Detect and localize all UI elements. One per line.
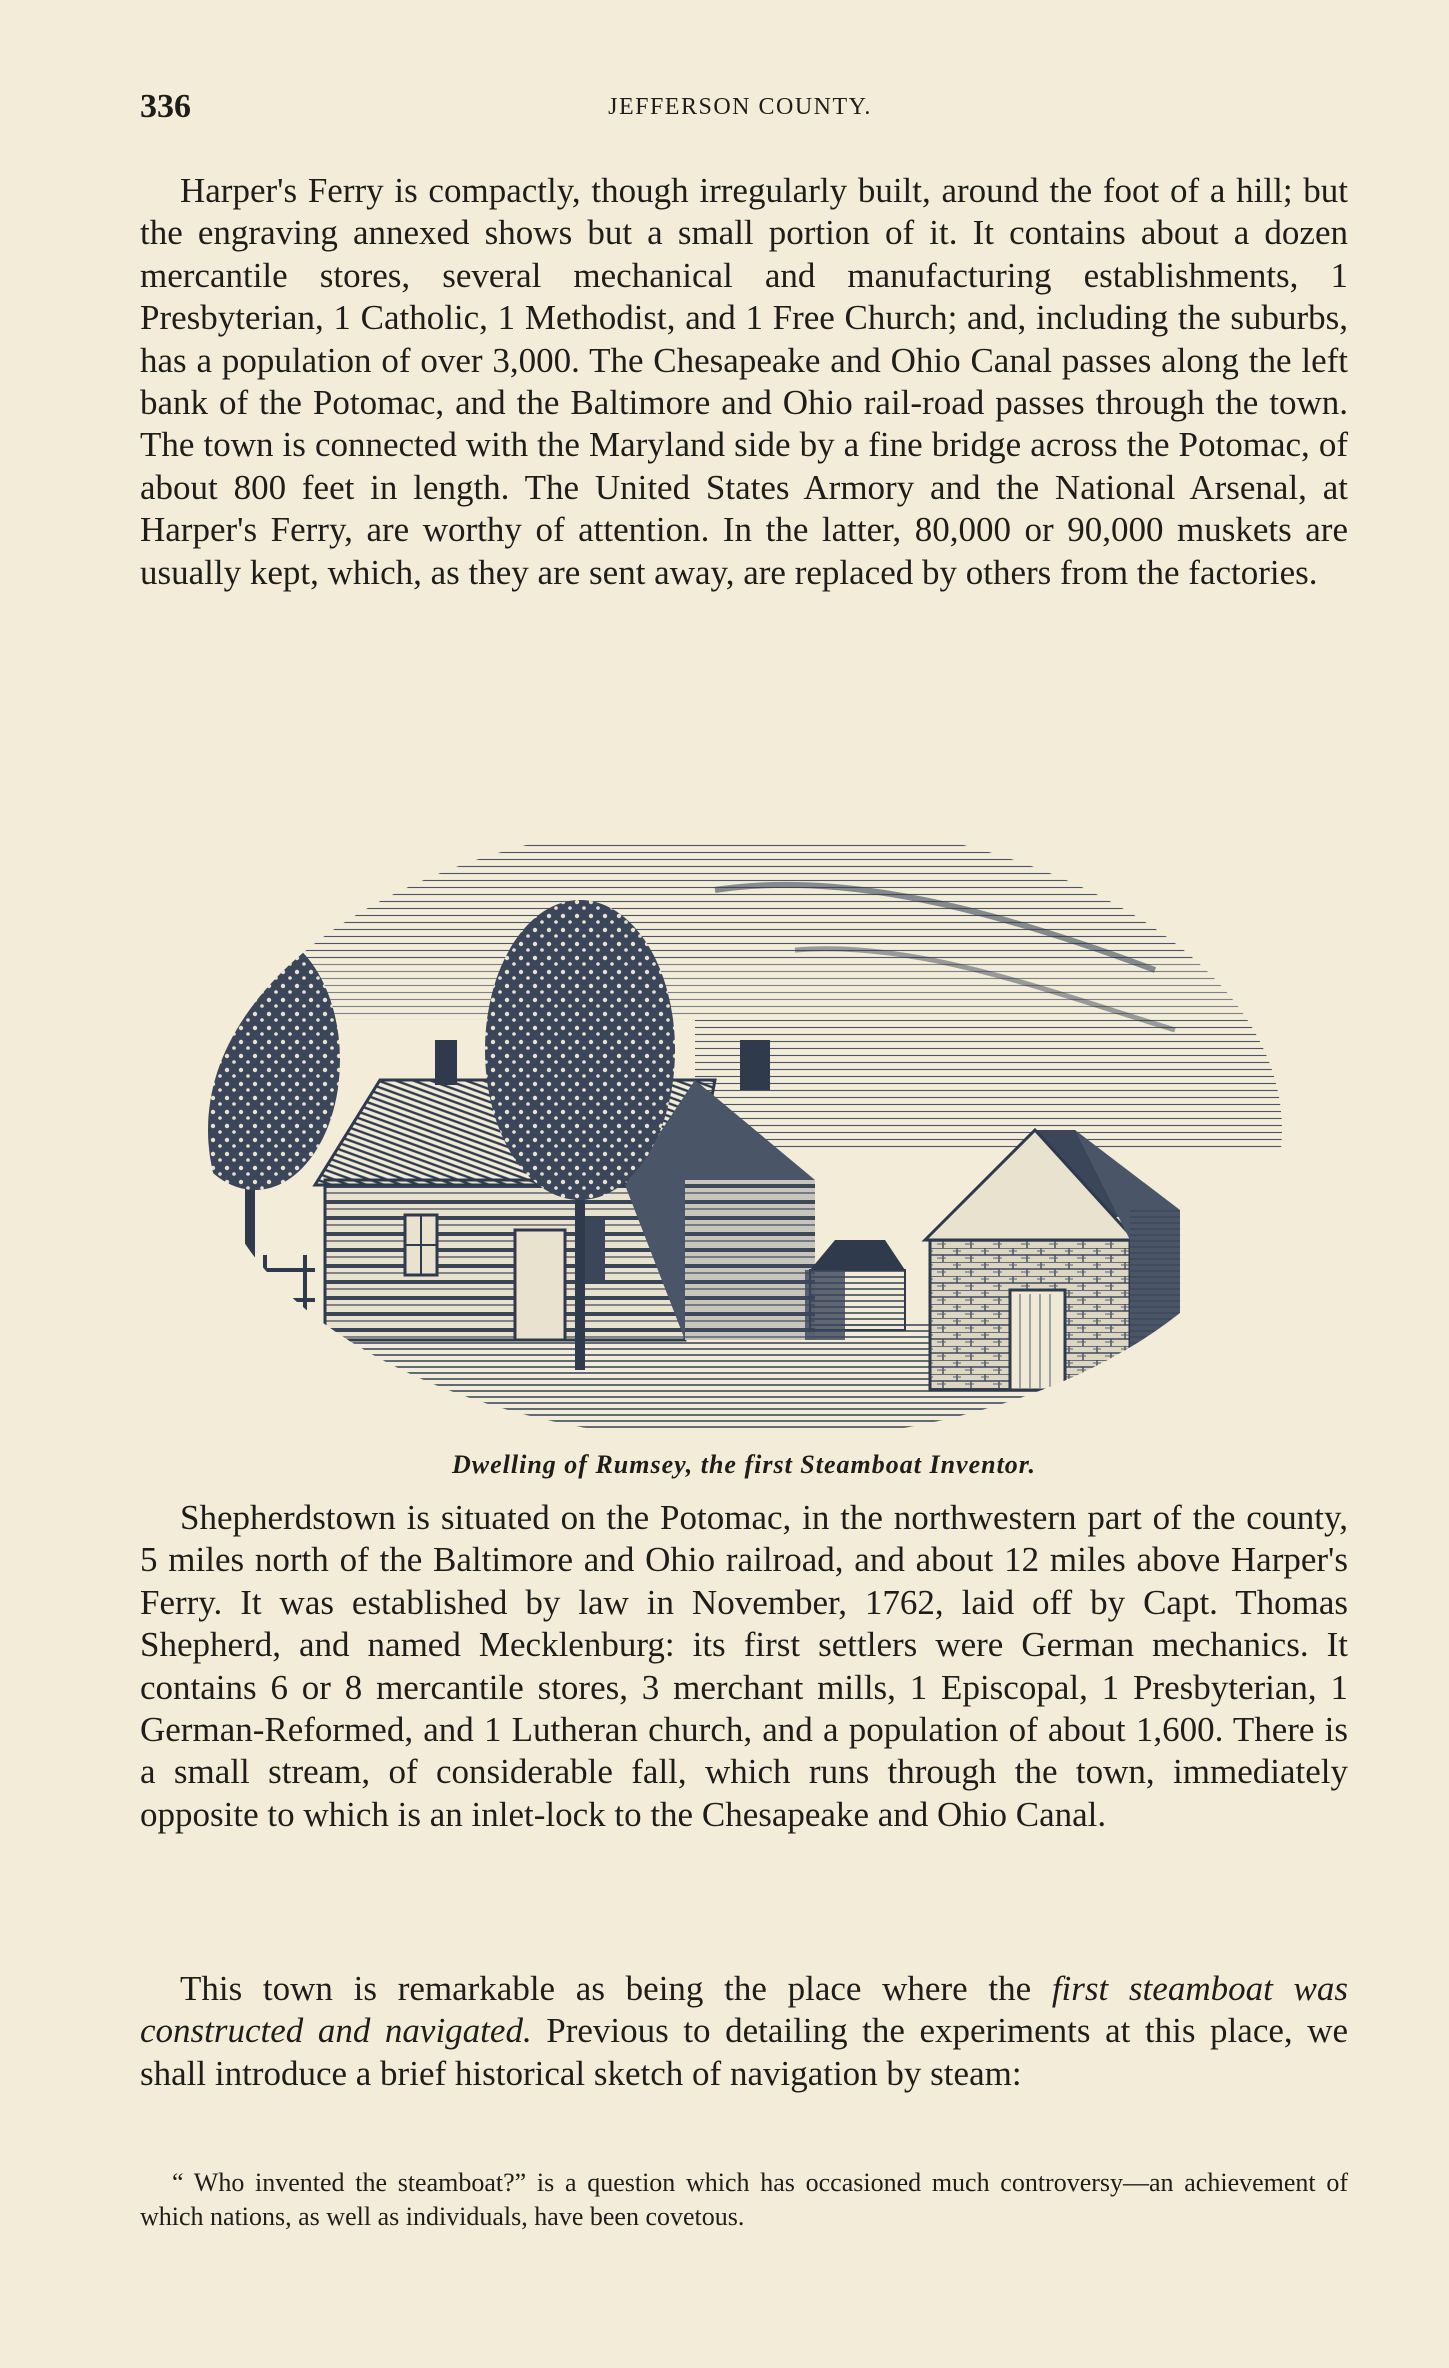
- paragraph-harpers-ferry: Harper's Ferry is compactly, though irregularly built, around the foot of a hill; but the engraving annexed shows but a small portion of it. It contains about a dozen mercantile stores, several mechanical and manufacturing establishments, 1 Presbyterian, 1 Catholic, 1 Methodist, and 1 Free Church; and, including the suburbs, has a population of over 3,000. The Chesapeake and Ohio Canal passes along the left bank of the Potomac, and the Baltimore and Ohio rail-road passes through the town. The town is connected with the Maryland side by a fine bridge across the Potomac, of about 800 feet in length. The United States Armory and the National Arsenal, at Harper's Ferry, are worthy of attention. In the latter, 80,000 or 90,000 muskets are usually kept, which, as they are sent away, are replaced by others from the factories.: [140, 171, 1348, 592]
- page-header: [140, 88, 1340, 128]
- footnote: “ Who invented the steamboat?” is a question which has occasioned much controversy—an achievement of which nations, as well as individuals, have been covetous.: [140, 2168, 1348, 2231]
- page-number: 336: [140, 88, 191, 125]
- paragraph-shepherdstown: Shepherdstown is situated on the Potomac, in the northwestern part of the county, 5 miles north of the Baltimore and Ohio railroad, and about 12 miles above Harper's Ferry. It was established by law in November, 1762, laid off by Capt. Thomas Shepherd, and named Mecklenburg: its first settlers were German mechanics. It contains 6 or 8 mercantile stores, 3 merchant mills, 1 Episcopal, 1 Presbyterian, 1 German-Reformed, and 1 Lutheran church, and a population of about 1,600. There is a small stream, of considerable fall, which runs through the town, immediately opposite to which is an inlet-lock to the Chesapeake and Ohio Canal.: [140, 1498, 1348, 1834]
- running-head: JEFFERSON COUNTY.: [608, 94, 872, 120]
- paragraph-lead: This town is remarkable as being the place where the: [180, 1969, 1052, 2008]
- figure-caption: Dwelling of Rumsey, the first Steamboat Inventor.: [452, 1450, 1036, 1479]
- paragraph-first-steamboat: [140, 1968, 1348, 2095]
- paragraph-tail: Previous to detailing the experiments at this place, we shall introduce a brief historical sketch of navigation by steam:: [140, 2011, 1349, 2093]
- engraving-rumsey-dwelling: [195, 800, 1295, 1430]
- emphasized-phrase: first steamboat was constructed and navigated.: [140, 1969, 1348, 2051]
